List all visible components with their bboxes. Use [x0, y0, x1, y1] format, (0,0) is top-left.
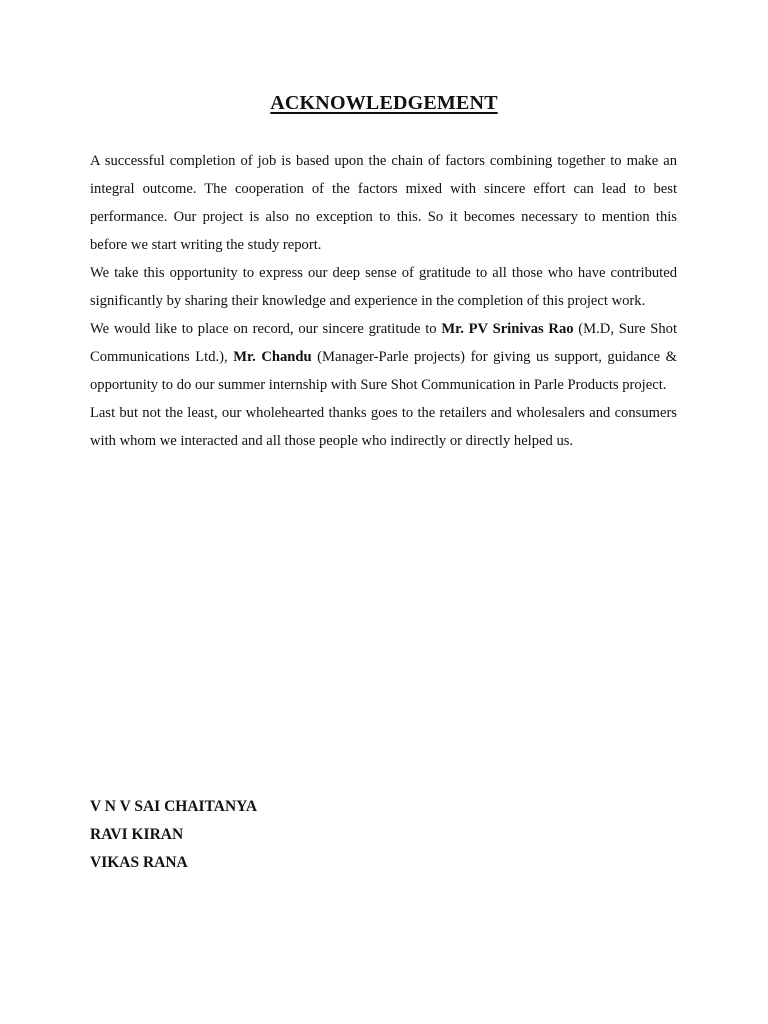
person-role-md: (M.D, Sure Shot Communications Ltd.),	[90, 321, 677, 365]
acknowledgement-body	[90, 147, 677, 455]
paragraph-1: A successful completion of job is based upon the chain of factors combining together to make an integral outcome. The cooperation of the factors mixed with sincere effort can lead to best performance. Our project is also no exception to this. So it becomes necessary to mention this before we start writing the study report.	[90, 153, 677, 253]
paragraph-4: Last but not the least, our wholehearted thanks goes to the retailers and wholesalers and consumers with whom we interacted and all those people who indirectly or directly helped us.	[90, 405, 677, 449]
signatory-name: V N V SAI CHAITANYA	[90, 798, 258, 815]
person-name-chandu: Mr. Chandu	[233, 349, 312, 365]
paragraph-3	[90, 315, 677, 399]
signatory-name: VIKAS RANA	[90, 854, 188, 871]
paragraph-3-intro: We would like to place on record, our sincere gratitude to	[90, 321, 442, 337]
page-title: ACKNOWLEDGEMENT	[270, 92, 498, 114]
person-name-srinivas-rao: Mr. PV Srinivas Rao	[441, 321, 574, 337]
signatory-name: RAVI KIRAN	[90, 826, 184, 843]
paragraph-2: We take this opportunity to express our deep sense of gratitude to all those who have contributed significantly by sharing their knowledge and experience in the completion of this project work.	[90, 265, 677, 309]
signatories-list	[90, 793, 257, 877]
paragraph-3-rest: (Manager-Parle projects) for giving us support, guidance & opportunity to do our summer internship with Sure Shot Communication in Parle Products project.	[90, 349, 677, 393]
